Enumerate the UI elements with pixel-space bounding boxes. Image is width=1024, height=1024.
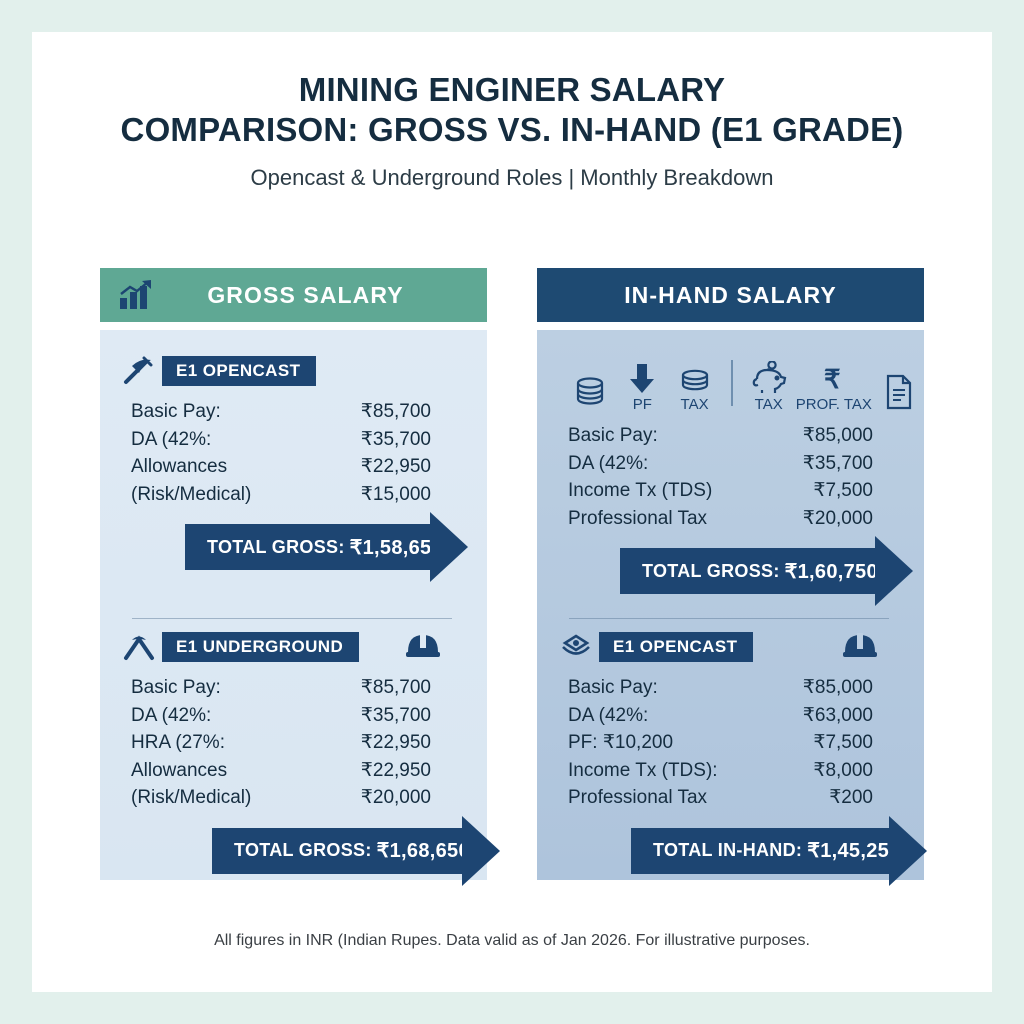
row-value: ₹7,500 — [813, 732, 873, 754]
row-item — [568, 422, 924, 450]
row-item — [568, 702, 924, 730]
total-label: TOTAL IN-HAND: — [653, 840, 803, 861]
row-label: Professional Tax — [568, 507, 708, 529]
row-label: Allowances — [131, 456, 228, 478]
row-label: Income Tx (TDS) — [568, 480, 713, 502]
column-header-gross-label: GROSS SALARY — [207, 281, 404, 308]
section-divider — [132, 618, 452, 619]
row-label: (Risk/Medical) — [131, 787, 252, 809]
page-subtitle: Opencast & Underground Roles | Monthly Breakdown — [250, 164, 774, 190]
row-item — [131, 702, 487, 730]
row-label: HRA (27%: — [131, 732, 225, 754]
icon-strip-divider — [731, 360, 733, 406]
document-item — [874, 374, 924, 412]
rows-list — [100, 398, 487, 508]
row-label: Professional Tax — [568, 787, 708, 809]
row-value: ₹63,000 — [802, 704, 873, 726]
total-arrow — [631, 828, 901, 874]
total-value: ₹1,60,750 — [784, 560, 878, 583]
tax-coins-item — [669, 369, 719, 412]
row-item — [131, 757, 487, 785]
badge-label: E1 OPENCAST — [162, 356, 316, 386]
row-label: Basic Pay: — [568, 677, 658, 698]
section-divider — [569, 618, 889, 619]
page-title-line-2: COMPARISON: GROSS VS. IN-HAND (E1 GRADE) — [120, 111, 904, 149]
row-value: ₹200 — [829, 787, 873, 809]
row-item — [131, 729, 487, 757]
svg-text:₹: ₹ — [823, 364, 841, 394]
row-label: (Risk/Medical) — [131, 483, 252, 505]
total-arrow-wrap — [537, 828, 924, 884]
row-item — [131, 674, 487, 702]
row-label: Allowances — [131, 759, 228, 781]
total-arrow — [185, 524, 443, 570]
row-item — [568, 505, 924, 533]
total-value: ₹1,68,650 — [376, 840, 470, 863]
down-arrow-icon — [628, 361, 656, 395]
row-item — [131, 453, 487, 481]
row-value: ₹22,950 — [360, 732, 431, 754]
rows-list — [537, 422, 924, 532]
piggy-bank-label: TAX — [754, 396, 783, 413]
column-header-gross — [100, 268, 487, 322]
rupee-icon — [821, 361, 847, 395]
section-e1-underground-gross — [100, 630, 487, 884]
row-label: Basic Pay: — [568, 425, 658, 446]
bar-chart-growth-icon — [118, 280, 154, 310]
row-value: ₹20,000 — [360, 787, 431, 809]
badge-row — [537, 630, 924, 664]
total-value: ₹1,58,650 — [349, 536, 443, 559]
footer-note: All figures in INR (Indian Rupes. Data valid as of Jan 2026. For illustrative purposes. — [214, 932, 810, 949]
section-e1-opencast-inhand — [537, 630, 924, 884]
row-label: DA (42%: — [131, 704, 212, 726]
row-value: ₹22,950 — [360, 456, 431, 478]
total-label: TOTAL GROSS: — [207, 536, 345, 557]
total-arrow-wrap — [537, 548, 924, 604]
pf-label: PF — [632, 396, 652, 413]
prof-tax-item — [796, 361, 872, 412]
total-label: TOTAL GROSS: — [642, 560, 780, 581]
title-block — [32, 70, 992, 191]
row-label: Basic Pay: — [131, 401, 221, 422]
row-label: PF: ₹10,200 — [568, 732, 674, 754]
row-label: DA (42%: — [568, 704, 649, 726]
total-value: ₹1,45,250 — [807, 840, 901, 863]
row-item — [131, 426, 487, 454]
row-value: ₹85,000 — [802, 425, 873, 446]
row-value: ₹22,950 — [360, 759, 431, 781]
badge-label: E1 OPENCAST — [599, 632, 753, 662]
row-value: ₹85,700 — [360, 677, 431, 698]
section-inhand-deductions — [537, 354, 924, 604]
pickaxe-icon — [122, 356, 156, 386]
badge-row — [100, 354, 487, 388]
page-title-line-1: MINING ENGINER SALARY — [298, 71, 726, 108]
rows-list — [100, 674, 487, 812]
row-value: ₹35,700 — [360, 428, 431, 450]
row-value: ₹20,000 — [802, 507, 873, 529]
row-item — [568, 784, 924, 812]
row-value: ₹85,000 — [802, 677, 873, 698]
row-item — [568, 477, 924, 505]
white-panel — [32, 32, 992, 992]
row-value: ₹8,000 — [813, 759, 873, 781]
column-header-inhand — [537, 268, 924, 322]
rows-list — [537, 674, 924, 812]
coin-stack-icon — [573, 376, 607, 410]
coin-stack-item — [565, 376, 615, 412]
pf-item — [617, 361, 667, 412]
row-item — [568, 729, 924, 757]
total-arrow — [620, 548, 878, 594]
hard-hat-icon — [403, 628, 443, 662]
card-inhand-salary — [537, 330, 924, 880]
badge-label: E1 UNDERGROUND — [162, 632, 359, 662]
layers-icon — [559, 632, 593, 662]
tax-coins-label: TAX — [680, 396, 709, 413]
total-arrow — [212, 828, 470, 874]
column-header-inhand-label: IN-HAND SALARY — [624, 281, 837, 308]
row-value: ₹85,700 — [360, 401, 431, 422]
coin-stack-icon — [678, 369, 712, 395]
row-value: ₹35,700 — [360, 704, 431, 726]
document-icon — [885, 374, 913, 410]
piggy-bank-icon — [751, 361, 787, 395]
row-item — [568, 674, 924, 702]
pickaxe-icon — [122, 632, 156, 662]
deduction-icon-strip — [537, 354, 924, 412]
row-label: Basic Pay: — [131, 677, 221, 698]
row-item — [568, 450, 924, 478]
row-label: DA (42%: — [568, 452, 649, 474]
row-value: ₹7,500 — [813, 480, 873, 502]
row-value: ₹35,700 — [802, 452, 873, 474]
total-arrow-wrap — [100, 828, 487, 884]
row-item — [131, 398, 487, 426]
section-e1-opencast-gross — [100, 354, 487, 580]
row-item — [131, 481, 487, 509]
badge-row — [100, 630, 487, 664]
piggy-bank-item — [744, 361, 794, 412]
total-arrow-wrap — [100, 524, 487, 580]
row-item — [568, 757, 924, 785]
hard-hat-icon — [840, 628, 880, 662]
prof-tax-label: PROF. TAX — [795, 396, 872, 413]
row-item — [131, 784, 487, 812]
total-label: TOTAL GROSS: — [234, 840, 372, 861]
row-label: Income Tx (TDS): — [568, 759, 718, 781]
card-gross-salary — [100, 330, 487, 880]
row-value: ₹15,000 — [360, 483, 431, 505]
row-label: DA (42%: — [131, 428, 212, 450]
